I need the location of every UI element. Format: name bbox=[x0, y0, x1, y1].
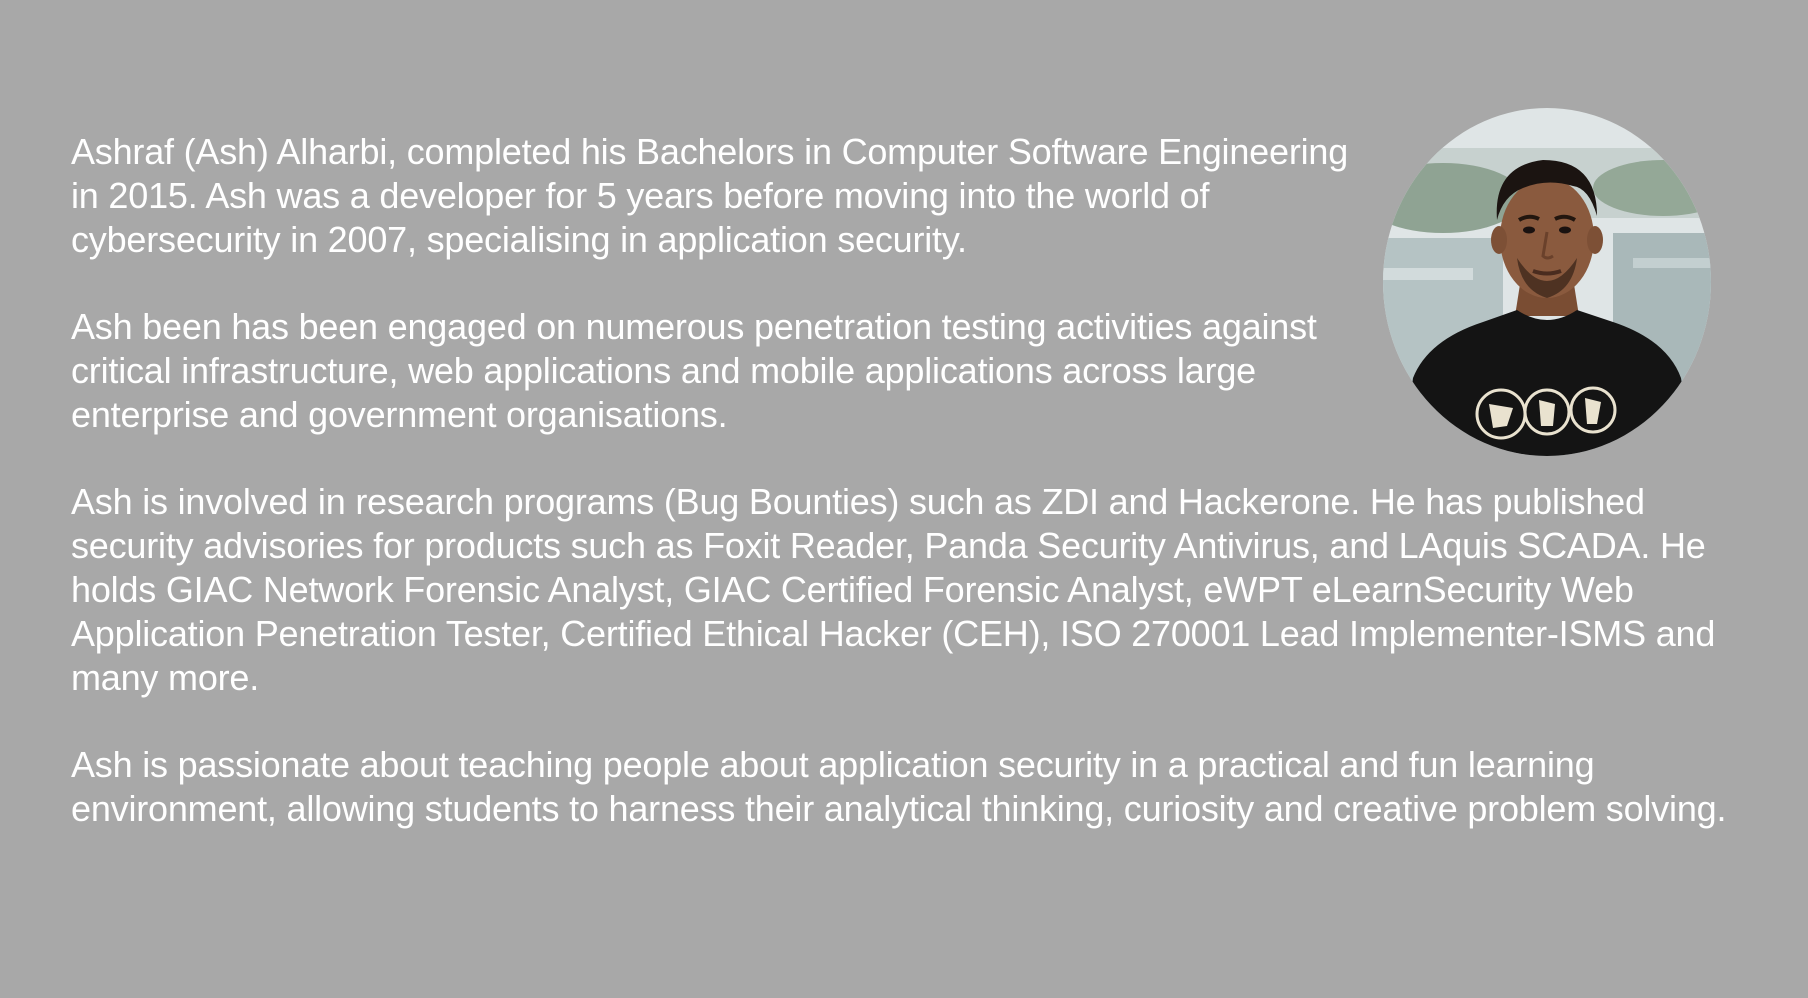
bio-paragraph-experience: Ash been has been engaged on numerous penetration testing activities against critical infrastructure, web applications and mobile applications across large enterprise and government organisations. bbox=[71, 306, 1317, 435]
bio-paragraph-education: Ashraf (Ash) Alharbi, completed his Bachelors in Computer Software Engineering in 2015. Ash was a developer for 5 years before moving into the world of cybersecurity in 2007, specialising in application security. bbox=[71, 131, 1349, 260]
bio-paragraph-research: Ash is involved in research programs (Bug Bounties) such as ZDI and Hackerone. He has published security advisories for products such as Foxit Reader, Panda Security Antivirus, and LAquis SCADA. He holds GIAC Network Forensic Analyst, GIAC Certified Forensic Analyst, eWPT eLearnSecurity Web Application Penetration Tester, Certified Ethical Hacker (CEH), ISO 270001 Lead Implementer-ISMS and many more. bbox=[71, 481, 1716, 698]
portrait-photo bbox=[1383, 108, 1711, 456]
bio-paragraph-teaching: Ash is passionate about teaching people about application security in a practical and fun learning environment, allowing students to harness their analytical thinking, curiosity and creative problem solving. bbox=[71, 744, 1727, 829]
